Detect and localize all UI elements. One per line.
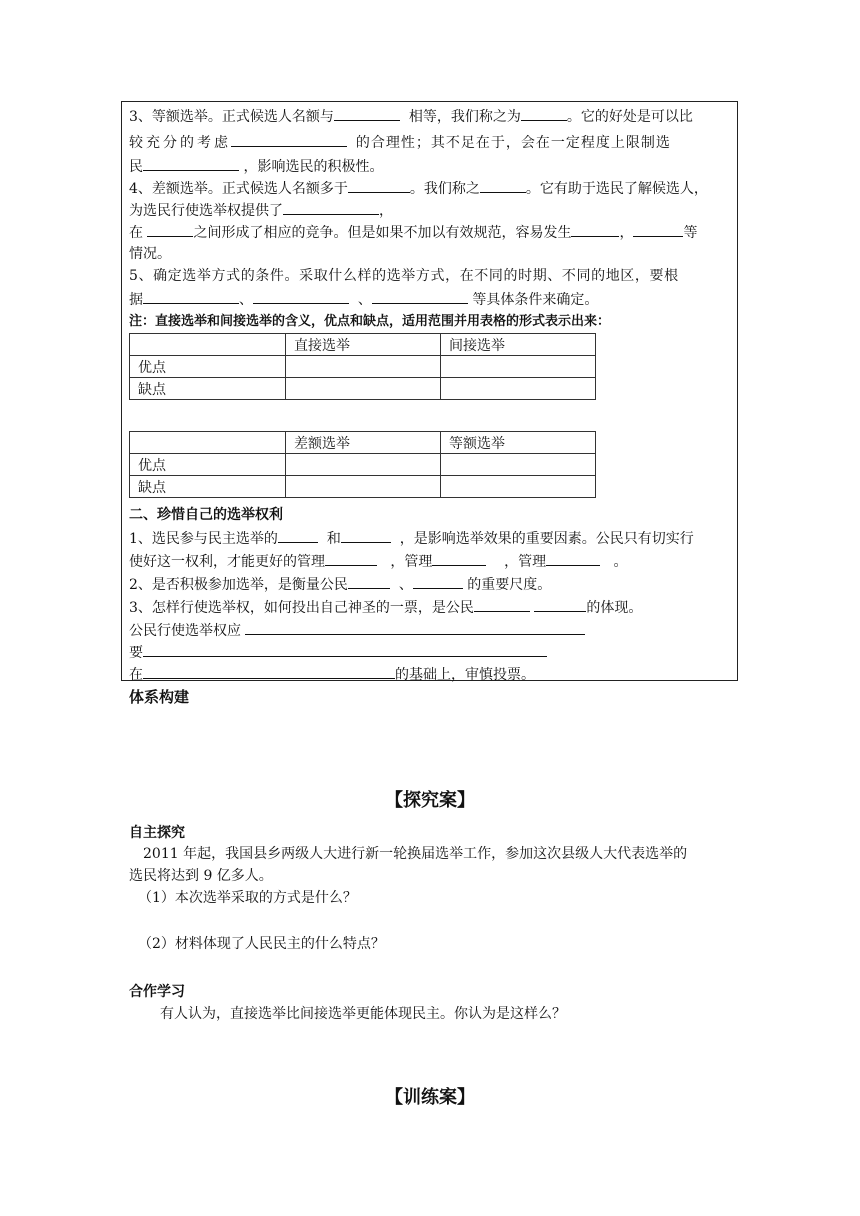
s2-item-4: 公民行使选举权应 bbox=[129, 620, 585, 641]
cooperative-title: 合作学习 bbox=[129, 984, 185, 1000]
self-study-text-1: 2011 年起，我国县乡两级人大进行新一轮换届选举工作，参加这次县级人大代表选举的 bbox=[143, 846, 688, 862]
row-label-disadvantages: 缺点 bbox=[130, 476, 286, 498]
self-study-text-2: 选民将达到 9 亿多人。 bbox=[129, 868, 273, 884]
item-4-line-4: 情况。 bbox=[129, 246, 171, 262]
s2-item-5: 要 bbox=[129, 642, 547, 663]
s2-item-1-line-1: 1、选民参与民主选举的 和 ，是影响选举效果的重要因素。公民只有切实行 bbox=[129, 528, 694, 549]
table-row bbox=[130, 476, 596, 498]
table-header-direct: 直接选举 bbox=[286, 334, 441, 356]
item-5-line-2: 据 、 、 等具体条件来确定。 bbox=[129, 289, 598, 310]
table-row bbox=[130, 334, 596, 356]
training-title: 【训练案】 bbox=[385, 1087, 475, 1108]
table-header-competitive: 差额选举 bbox=[286, 432, 441, 454]
item-4-line-2: 为选民行使选举权提供了 ， bbox=[129, 200, 393, 221]
item-3-line-2: 较充分的考虑 的合理性；其不足在于，会在一定程度上限制选 bbox=[129, 132, 671, 153]
self-study-title: 自主探究 bbox=[129, 825, 185, 841]
table-row bbox=[130, 432, 596, 454]
s2-item-2: 2、是否积极参加选举，是衡量公民 、 的重要尺度。 bbox=[129, 574, 551, 595]
s2-item-3: 3、怎样行使选举权，如何投出自己神圣的一票，是公民 的体现。 bbox=[129, 597, 642, 618]
item-5-line-1: 5、确定选举方式的条件。采取什么样的选举方式，在不同的时期、不同的地区，要根 bbox=[129, 268, 679, 284]
question-1: （1）本次选举采取的方式是什么？ bbox=[138, 890, 357, 906]
item-4-line-1: 4、差额选举。正式候选人名额多于 。我们称之 。它有助于选民了解候选人， bbox=[129, 178, 708, 199]
table-row bbox=[130, 356, 596, 378]
section-2-title: 二、珍惜自己的选举权利 bbox=[129, 507, 283, 523]
item-3-line-3: 民 ，影响选民的积极性。 bbox=[129, 156, 383, 177]
item-3-line-1: 3、等额选举。正式候选人名额与 相等，我们称之为 。它的好处是可以比 bbox=[129, 106, 693, 127]
table-row bbox=[130, 378, 596, 400]
direct-indirect-table bbox=[129, 333, 596, 400]
system-title: 体系构建 bbox=[129, 688, 190, 706]
explore-title: 【探究案】 bbox=[385, 790, 475, 811]
table-header-equal: 等额选举 bbox=[441, 432, 596, 454]
table-note: 注：直接选举和间接选举的含义，优点和缺点，适用范围并用表格的形式表示出来： bbox=[129, 314, 611, 329]
table-row bbox=[130, 454, 596, 476]
row-label-advantages: 优点 bbox=[130, 454, 286, 476]
s2-item-6: 在 的基础上，审慎投票。 bbox=[129, 664, 535, 685]
row-label-advantages: 优点 bbox=[130, 356, 286, 378]
cooperative-text: 有人认为，直接选举比间接选举更能体现民主。你认为是这样么？ bbox=[160, 1006, 566, 1022]
s2-item-1-line-2: 使好这一权利，才能更好的管理 ，管理 ，管理 。 bbox=[129, 551, 628, 572]
competitive-equal-table bbox=[129, 431, 596, 498]
item-4-line-3: 在 之间形成了相应的竞争。但是如果不加以有效规范，容易发生 ， 等 bbox=[129, 222, 697, 243]
question-2: （2）材料体现了人民民主的什么特点？ bbox=[138, 936, 385, 952]
table-header-indirect: 间接选举 bbox=[441, 334, 596, 356]
row-label-disadvantages: 缺点 bbox=[130, 378, 286, 400]
